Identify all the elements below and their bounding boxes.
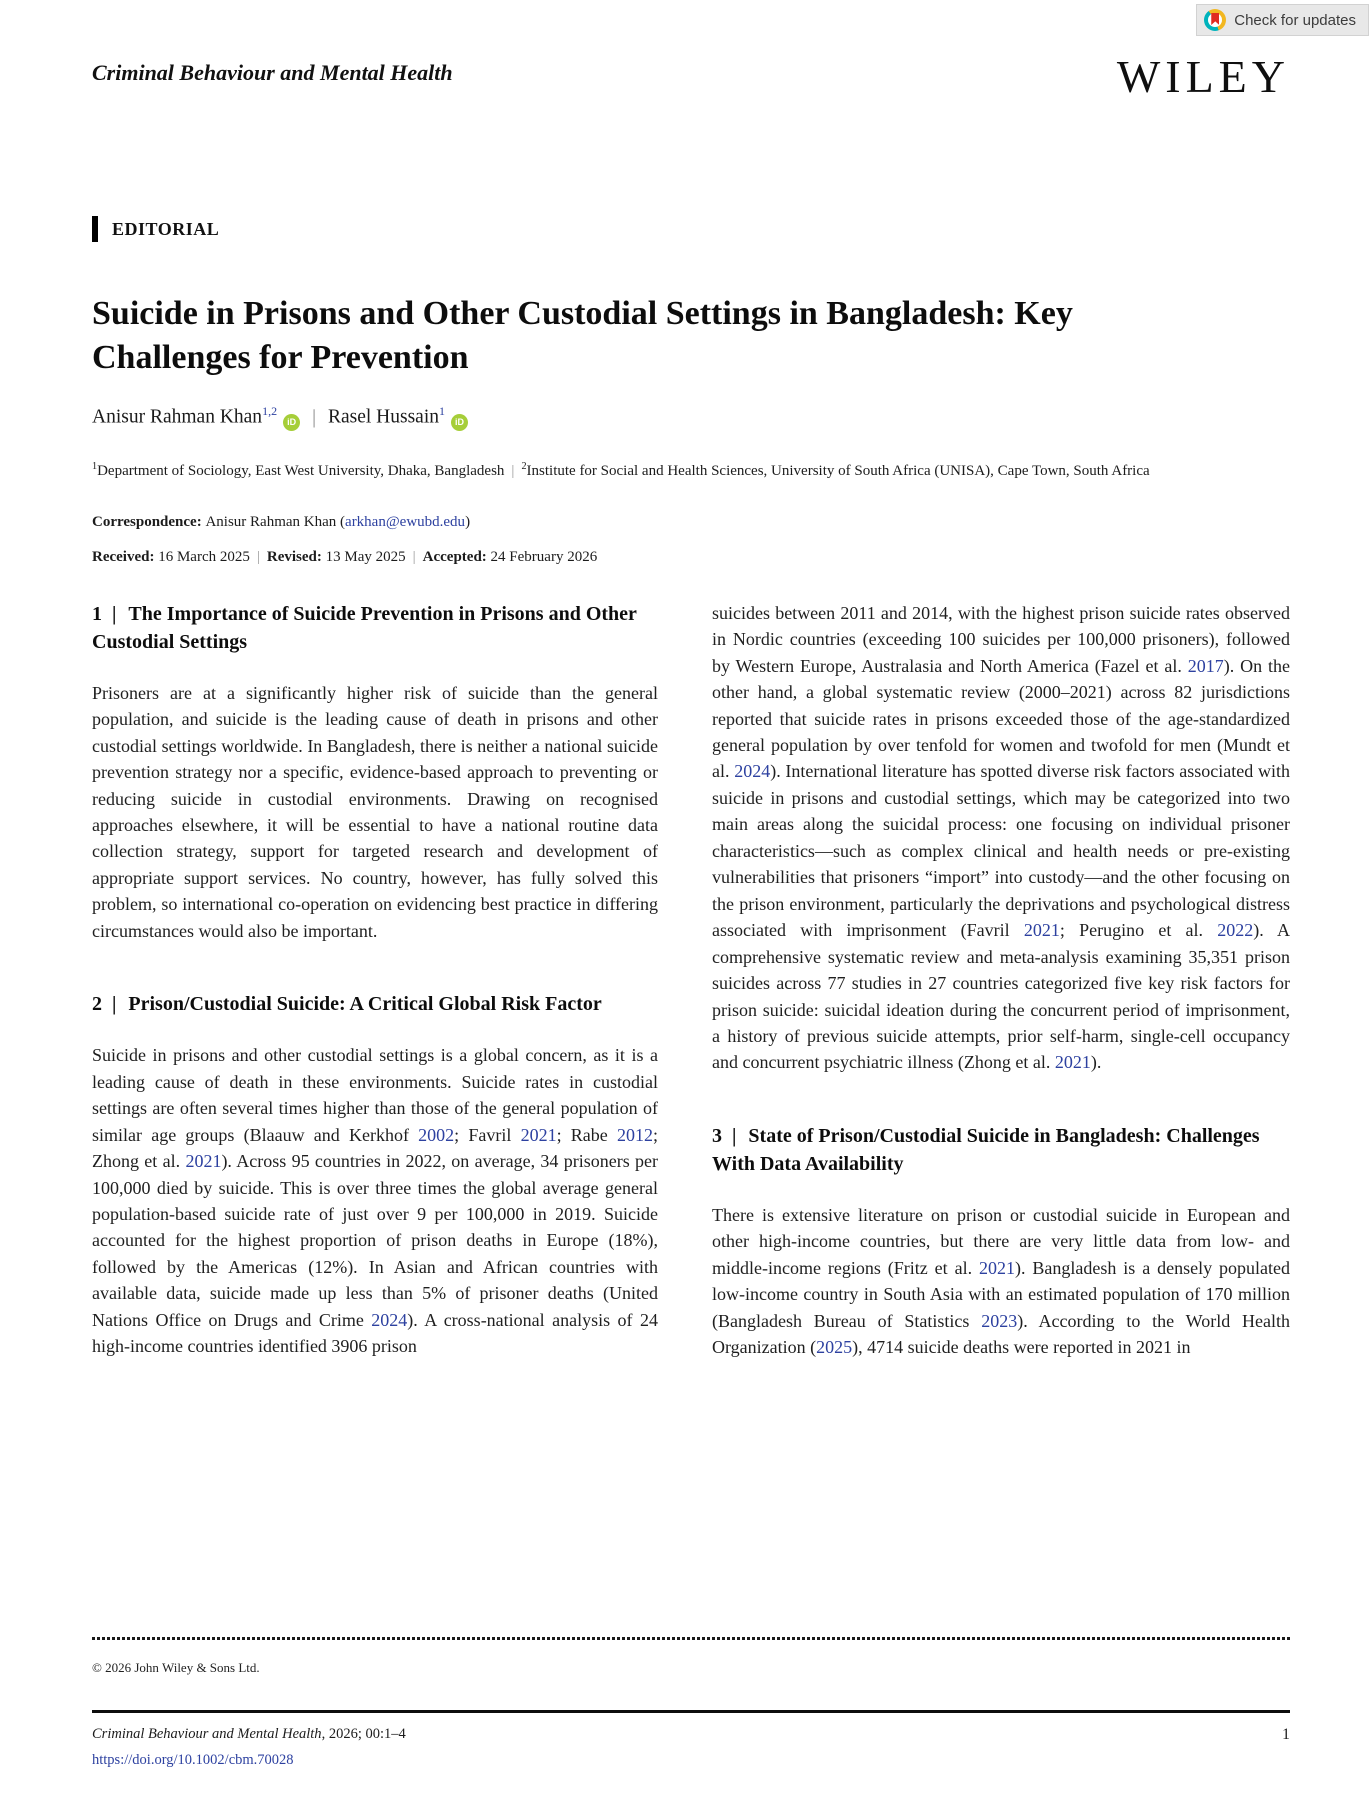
history-dates-line (92, 549, 1290, 566)
bookmark-icon (1211, 13, 1219, 25)
superscript: 2 (521, 460, 527, 472)
article-category-label: EDITORIAL (92, 216, 1290, 242)
author-name: Rasel Hussain (327, 406, 439, 428)
section-3-paragraph (712, 1202, 1290, 1361)
text-segment: ). Across 95 countries in 2022, on average, 34 prisoners per 100,000 died by suicide. This is over three times the global average general population-based suicide rate of just over 9 per 100,000 in 2019. Suicide accounted for the highest proportion of prison deaths in Europe (18%), followed by the Americas (12%). In Asian and African countries with available data, suicide made up less than 5% of prisoner deaths (United Nations Office on Drugs and Crime (92, 1151, 658, 1330)
text-segment: Prisoners are at a significantly higher risk of suicide than the general population, and suicide is the leading cause of death in prisons and other custodial settings worldwide. In Bangladesh, there is neither a national suicide prevention strategy nor a specific, evidence-based approach to preventing or reducing suicide in custodial environments. Drawing on recognised approaches elsewhere, it will be essential to have a national routine data collection strategy, support for targeted research and development of appropriate support services. No country, however, has fully solved this problem, so international co-operation on evidencing best practice in differing circumstances would also be important. (92, 682, 658, 941)
text-segment: ; Favril (454, 1124, 521, 1145)
heading-separator: | (112, 602, 117, 625)
section-number: 3 (712, 1124, 722, 1147)
section-title: The Importance of Suicide Prevention in Prisons and Other Custodial Settings (92, 602, 637, 653)
citation-link[interactable]: 2021 (1054, 1052, 1091, 1073)
affiliations (92, 459, 1290, 484)
wiley-logo: WILEY (1116, 51, 1290, 102)
author-affiliation-superscript: 1 (439, 404, 445, 419)
text-segment: 16 March 2025 (158, 548, 250, 565)
text-segment: Suicide in prisons and other custodial settings is a global concern, as it is a leading cause of death in these environments. Suicide rates in custodial settings are often several times higher than those of the general population of similar age groups (Blaauw and Kerkhof (92, 1045, 658, 1145)
text-segment: , 2026; 00:1–4 (321, 1726, 406, 1742)
text-segment: | (256, 548, 260, 565)
text-segment: ). International literature has spotted diverse risk factors associated with suicide in prisons and custodial settings, which may be categorized into two main areas along the suicidal process: one focusing on individual prisoner characteristics—such as complex clinical and health needs or pre-existing vulnerabilities that prisoners “import” into custody—and the other focusing on the prison environment, particularly the deprivations and psychological distress associated with imprisonment (Favril (712, 761, 1290, 941)
text-segment: | (412, 548, 416, 565)
text-segment: ). On the other hand, a global systematic review (2000–2021) across 82 jurisdictions reported that suicide rates in prisons exceeded those of the age-standardized general population by over tenfold for women and twofold for men (Mundt et al. (712, 655, 1290, 782)
check-for-updates-label: Check for updates (1234, 11, 1356, 29)
text-segment: ). A cross-national analysis of 24 high-income countries identified 3906 prison (92, 1309, 658, 1357)
superscript: 1 (92, 460, 98, 472)
crossmark-icon (1204, 9, 1226, 31)
page-number: 1 (1282, 1726, 1290, 1743)
citation-link[interactable]: arkhan@ewubd.edu (345, 513, 466, 530)
text-segment: ). (1090, 1052, 1102, 1073)
section-1-paragraph (92, 680, 658, 945)
text-segment: ; Perugino et al. (1059, 920, 1218, 941)
author-name: Anisur Rahman Khan (92, 406, 263, 428)
section-number: 1 (92, 602, 102, 625)
check-for-updates-badge[interactable] (1196, 4, 1369, 36)
section-2-paragraph-left (92, 1042, 658, 1359)
citation-link[interactable]: 2023 (981, 1310, 1018, 1331)
text-segment: 13 May 2025 (325, 548, 406, 565)
section-number: 2 (92, 993, 102, 1016)
correspondence-line (92, 514, 1290, 531)
journal-name: Criminal Behaviour and Mental Health (92, 60, 453, 85)
article-title: Suicide in Prisons and Other Custodial Settings in Bangladesh: Key Challenges for Prevention (92, 295, 1073, 377)
text-segment: ). Bangladesh is a densely populated low-income country in South Asia with an estimated population of 170 million (Bangladesh Bureau of Statistics (712, 1257, 1290, 1331)
text-segment: 24 February 2026 (490, 548, 598, 565)
author-separator: | (312, 406, 316, 428)
section-1-heading (92, 600, 658, 656)
citation-link[interactable]: 2021 (1023, 920, 1060, 941)
citation-link[interactable]: 2002 (418, 1124, 455, 1145)
section-title: Prison/Custodial Suicide: A Critical Global Risk Factor (128, 993, 602, 1016)
dashed-divider (92, 1637, 1290, 1640)
footer-citation (92, 1726, 406, 1743)
two-column-body (92, 600, 1290, 1361)
text-segment: ). According to the World Health Organization ( (712, 1310, 1290, 1358)
citation-link[interactable]: 2021 (185, 1151, 222, 1172)
citation-link[interactable]: 2022 (1217, 920, 1254, 941)
text-segment: Accepted: (422, 548, 491, 565)
heading-separator: | (112, 993, 117, 1016)
section-2-heading (92, 990, 658, 1018)
text-segment: Criminal Behaviour and Mental Health (92, 1726, 322, 1742)
text-segment: Received: (92, 548, 159, 565)
copyright-text: © 2026 John Wiley & Sons Ltd. (92, 1660, 260, 1675)
text-segment: ), 4714 suicide deaths were reported in 2021 in (852, 1337, 1191, 1358)
text-segment: Institute for Social and Health Sciences, University of South Africa (UNISA), Cape Town, South Africa (526, 462, 1150, 479)
author-line (92, 404, 1290, 431)
orcid-icon[interactable]: iD (283, 414, 300, 431)
text-segment: ) (465, 513, 471, 530)
section-2-paragraph-continued (712, 600, 1290, 1076)
page-header (92, 0, 1290, 100)
orcid-icon[interactable]: iD (451, 414, 468, 431)
citation-link[interactable]: 2017 (1187, 655, 1224, 676)
text-segment: ; Zhong et al. (92, 1124, 658, 1172)
text-segment: | (511, 462, 515, 479)
section-title: State of Prison/Custodial Suicide in Bangladesh: Challenges With Data Availability (712, 1124, 1260, 1175)
text-segment: Correspondence: (92, 513, 206, 530)
right-column (712, 600, 1290, 1361)
citation-link[interactable]: 2012 (616, 1124, 653, 1145)
citation-link[interactable]: 2024 (371, 1309, 408, 1330)
footer-doi-link[interactable]: https://doi.org/10.1002/cbm.70028 (92, 1752, 294, 1768)
citation-link[interactable]: 2025 (816, 1337, 853, 1358)
text-segment: There is extensive literature on prison or custodial suicide in European and other high-income countries, but there are very little data from low- and middle-income regions (Fritz et al. (712, 1204, 1290, 1278)
author-affiliation-superscript: 1,2 (262, 404, 278, 419)
text-segment: ). A comprehensive systematic review and meta-analysis examining 35,351 prison suicides across 77 studies in 27 countries categorized five key risk factors for prison suicide: suicidal ideation during the concurrent period of imprisonment, a history of previous suicide attempts, prior self-harm, single-cell occupancy and concurrent psychiatric illness (Zhong et al. (712, 920, 1291, 1073)
heading-separator: | (732, 1124, 737, 1147)
text-segment: suicides between 2011 and 2014, with the highest prison suicide rates observed in Nordic countries (exceeding 100 suicides per 100,000 prisoners), followed by Western Europe, Australasia and North America (Fazel et al. (712, 602, 1290, 676)
text-segment: Department of Sociology, East West University, Dhaka, Bangladesh (97, 462, 505, 479)
text-segment: Anisur Rahman Khan ( (205, 513, 346, 530)
citation-link[interactable]: 2024 (734, 761, 771, 782)
text-segment: ; Rabe (556, 1124, 617, 1145)
footer-rule (92, 1710, 1290, 1713)
citation-link[interactable]: 2021 (520, 1124, 557, 1145)
left-column (92, 600, 658, 1361)
text-segment: Revised: (266, 548, 326, 565)
section-3-heading (712, 1122, 1290, 1178)
citation-link[interactable]: 2021 (979, 1257, 1015, 1278)
